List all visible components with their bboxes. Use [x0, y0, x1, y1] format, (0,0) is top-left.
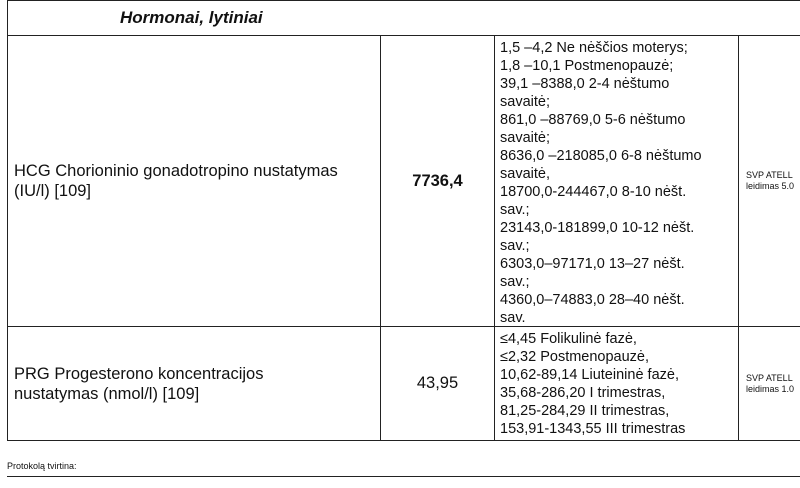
table-top-border	[7, 0, 800, 1]
reference-line: sav.	[500, 310, 526, 326]
table-row-test-name	[14, 36, 376, 326]
reference-line: 23143,0-181899,0 10-12 nėšt.	[500, 220, 695, 236]
reference-line: 6303,0–97171,0 13–27 nėšt.	[500, 256, 685, 272]
table-left-border	[7, 0, 8, 441]
reference-line: sav.;	[500, 202, 530, 218]
reference-line: 81,25-284,29 II trimestras,	[500, 402, 670, 419]
reference-line: 35,68-286,20 I trimestras,	[500, 384, 666, 401]
reference-ranges	[500, 327, 736, 440]
method-line: leidimas 5.0	[746, 181, 795, 191]
section-title: Hormonai, lytiniai	[120, 8, 263, 27]
reference-line: 8636,0 –218085,0 6-8 nėštumo	[500, 148, 702, 164]
reference-line: 10,62-89,14 Liuteininė fazė,	[500, 366, 679, 383]
result-value: 43,95	[416, 374, 459, 392]
reference-ranges	[500, 36, 736, 326]
result-value: 7736,4	[412, 171, 463, 190]
footer-rule	[7, 476, 800, 477]
method-reference	[746, 327, 800, 440]
column-divider-result-reference	[494, 35, 495, 441]
reference-line: sav.;	[500, 274, 530, 290]
reference-line: ≤4,45 Folikulinė fazė,	[500, 330, 637, 347]
reference-line: savaitė,	[500, 166, 550, 182]
reference-line: 18700,0-244467,0 8-10 nėšt.	[500, 184, 687, 200]
reference-line: 1,5 –4,2 Ne nėščios moterys;	[500, 40, 688, 56]
reference-line: sav.;	[500, 238, 530, 254]
method-line: SVP ATELL	[746, 372, 793, 383]
reference-line: 1,8 –10,1 Postmenopauzė;	[500, 58, 674, 74]
reference-line: 39,1 –8388,0 2-4 nėštumo	[500, 76, 670, 92]
reference-line: ≤2,32 Postmenopauzė,	[500, 348, 650, 365]
reference-line: 861,0 –88769,0 5-6 nėštumo	[500, 112, 686, 128]
method-reference	[746, 36, 800, 326]
reference-line: savaitė;	[500, 94, 550, 110]
reference-line: 153,91-1343,55 III trimestras	[500, 420, 686, 437]
test-name-line: PRG Progesterono koncentracijos	[14, 364, 264, 383]
test-name-line: nustatymas (nmol/l) [109]	[14, 384, 200, 403]
table-row-test-name	[14, 327, 376, 440]
method-line: leidimas 1.0	[746, 383, 795, 394]
protocol-approval-label: Protokolą tvirtina:	[7, 461, 77, 471]
method-line: SVP ATELL	[746, 170, 793, 180]
test-name-line: HCG Chorioninio gonadotropino nustatymas	[14, 162, 338, 180]
column-divider-reference-method	[738, 35, 739, 441]
test-name-line: (IU/l) [109]	[14, 182, 92, 200]
reference-line: savaitė;	[500, 130, 550, 146]
table-bottom-border	[7, 440, 800, 441]
reference-line: 4360,0–74883,0 28–40 nėšt.	[500, 292, 685, 308]
